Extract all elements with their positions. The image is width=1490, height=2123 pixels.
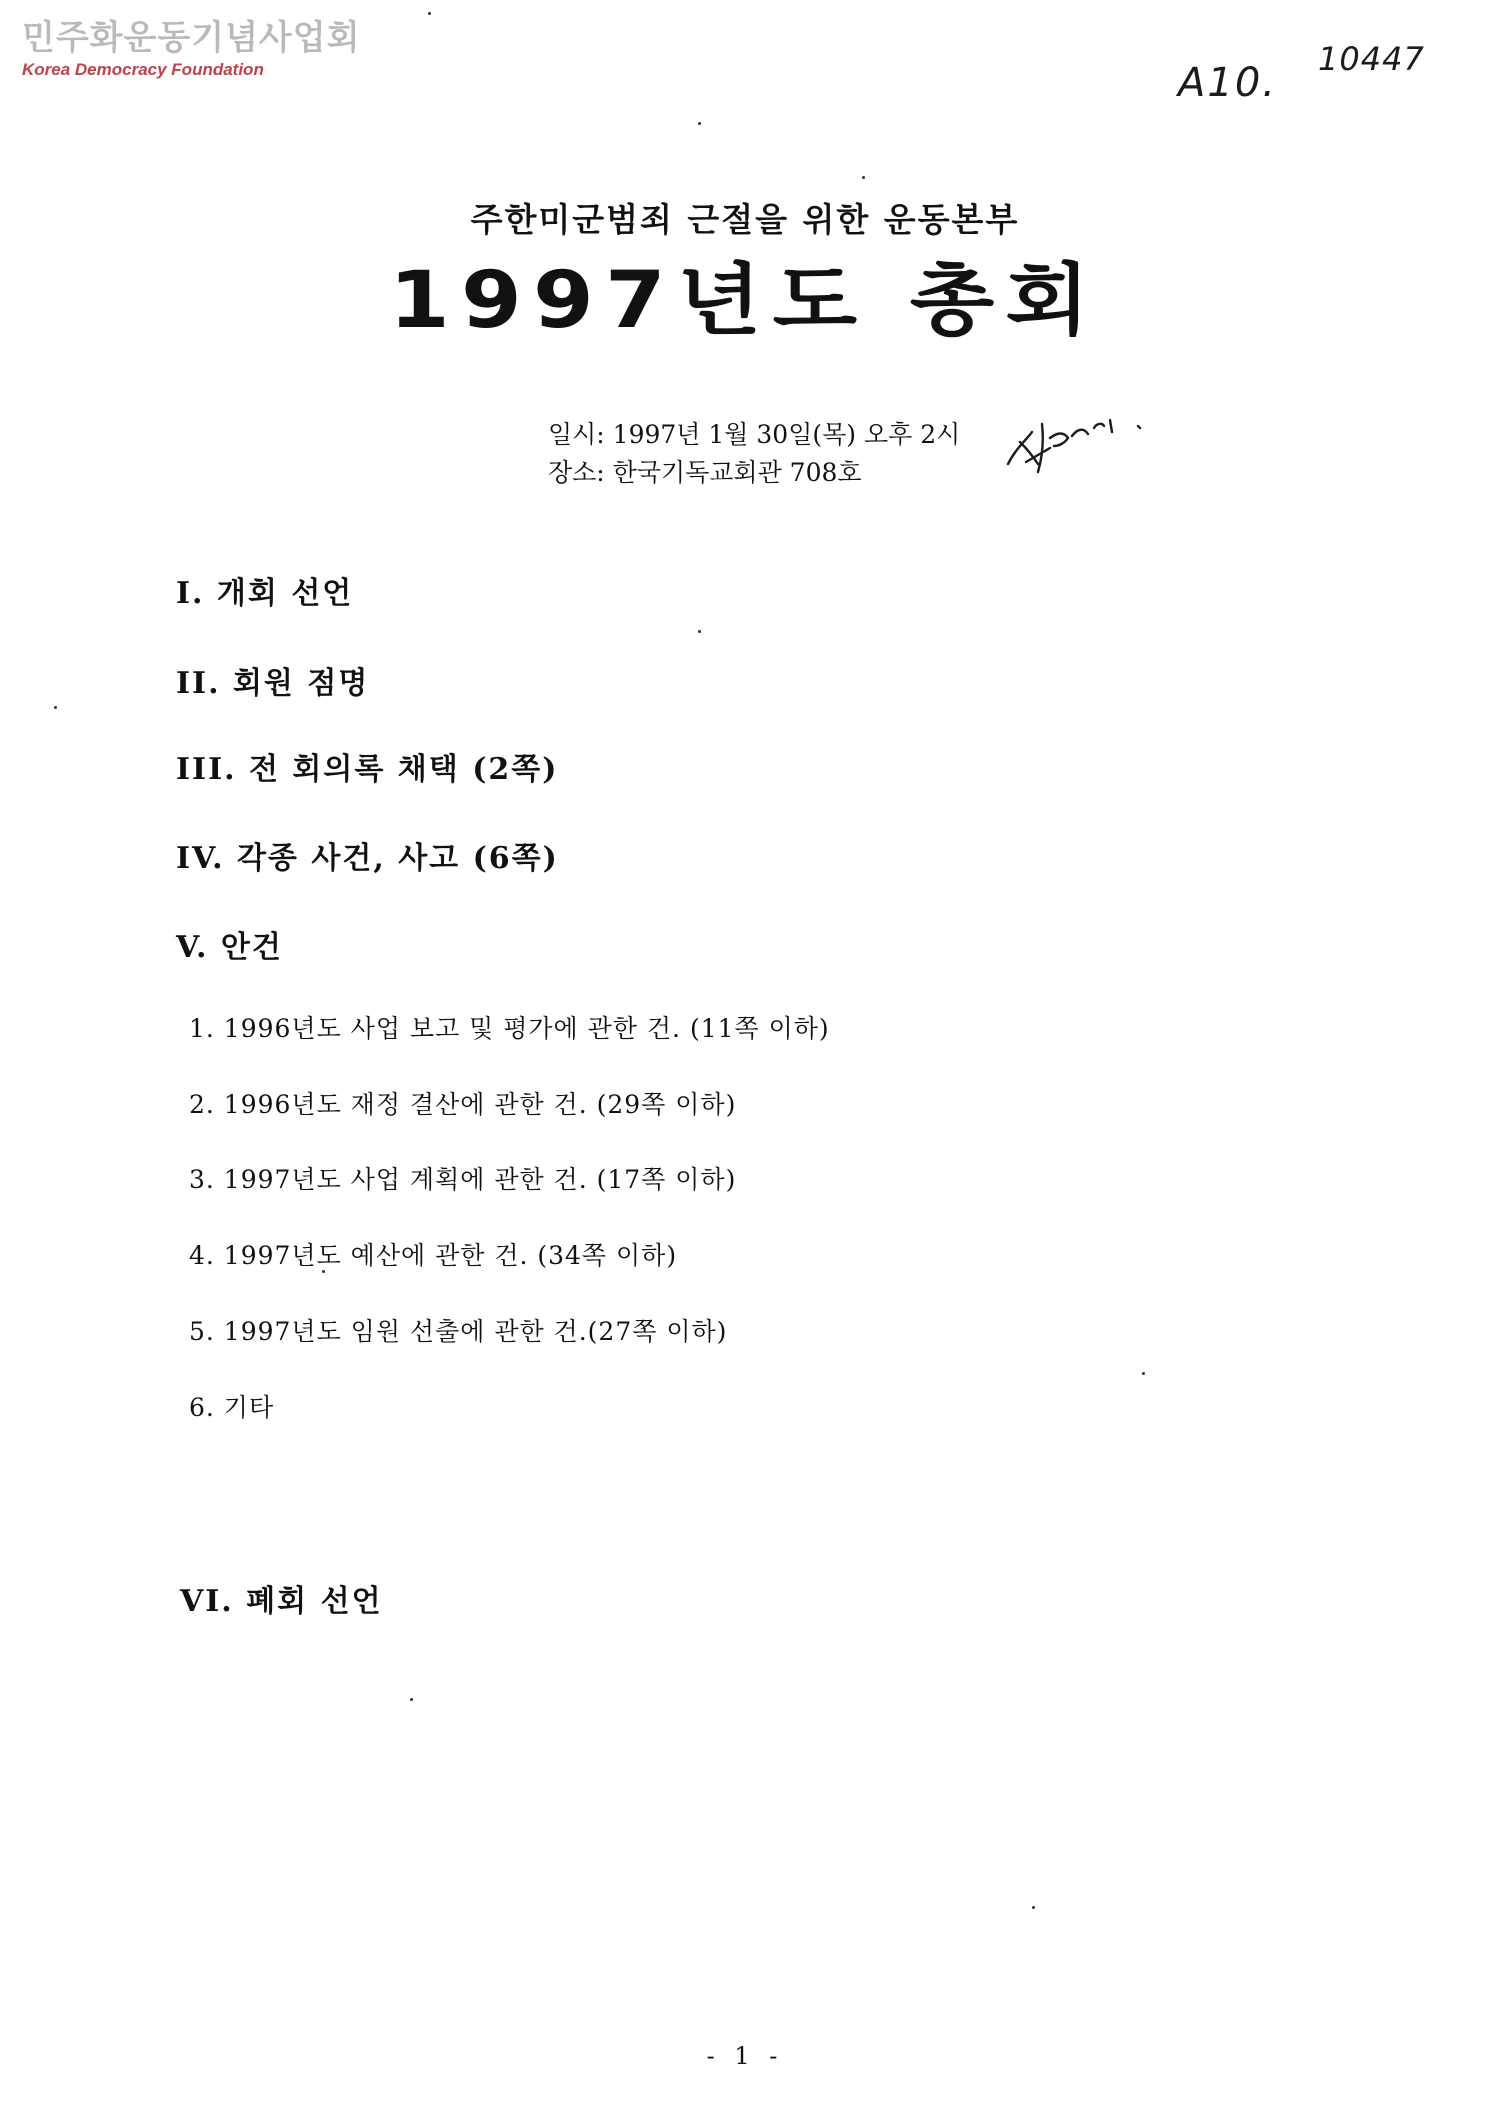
agenda-item-1997-election: 5. 1997년도 임원 선출에 관한 건.(27쪽 이하) [189, 1317, 728, 1346]
handwritten-archive-number: 10447 [1318, 40, 1425, 78]
foundation-watermark [22, 18, 360, 80]
agenda-section-roll-call: II. 회원 점명 [176, 666, 370, 701]
meeting-details [548, 416, 960, 492]
document-subtitle: 주한미군범죄 근절을 위한 운동본부 [470, 200, 1020, 239]
watermark-english: Korea Democracy Foundation [22, 60, 264, 79]
agenda-item-1996-report: 1. 1996년도 사업 보고 및 평가에 관한 건. (11쪽 이하) [189, 1014, 830, 1043]
watermark-korean: 민주화운동기념사업회 [22, 18, 361, 58]
scan-speck [698, 122, 701, 125]
agenda-item-1997-plan: 3. 1997년도 사업 계획에 관한 건. (17쪽 이하) [189, 1165, 737, 1194]
scan-speck [1142, 1372, 1145, 1375]
agenda-section-incidents: IV. 각종 사건, 사고 (6쪽) [176, 841, 559, 876]
scan-speck [698, 630, 701, 633]
document-title: 1997년도 총회 [389, 256, 1101, 346]
meeting-place: 장소: 한국기독교회관 708호 [548, 458, 862, 487]
scan-speck [322, 1270, 325, 1273]
agenda-section-opening: I. 개회 선언 [176, 576, 354, 611]
scan-speck [410, 1698, 413, 1701]
agenda-section-items: V. 안건 [176, 930, 283, 965]
agenda-item-other: 6. 기타 [189, 1393, 275, 1422]
handwritten-signature [998, 402, 1148, 482]
agenda-section-closing: VI. 폐회 선언 [180, 1584, 383, 1619]
scan-speck [862, 176, 865, 179]
agenda-item-1996-finance: 2. 1996년도 재정 결산에 관한 건. (29쪽 이하) [189, 1090, 737, 1119]
scan-speck [428, 12, 431, 15]
agenda-item-1997-budget: 4. 1997년도 예산에 관한 건. (34쪽 이하) [189, 1241, 678, 1270]
meeting-datetime: 일시: 1997년 1월 30일(목) 오후 2시 [548, 420, 961, 449]
page-number: - 1 - [706, 2042, 784, 2070]
scan-speck [1032, 1906, 1035, 1909]
agenda-section-minutes: III. 전 회의록 채택 (2쪽) [176, 752, 559, 787]
scan-speck [54, 706, 57, 709]
handwritten-archive-code: A10. [1178, 60, 1277, 106]
